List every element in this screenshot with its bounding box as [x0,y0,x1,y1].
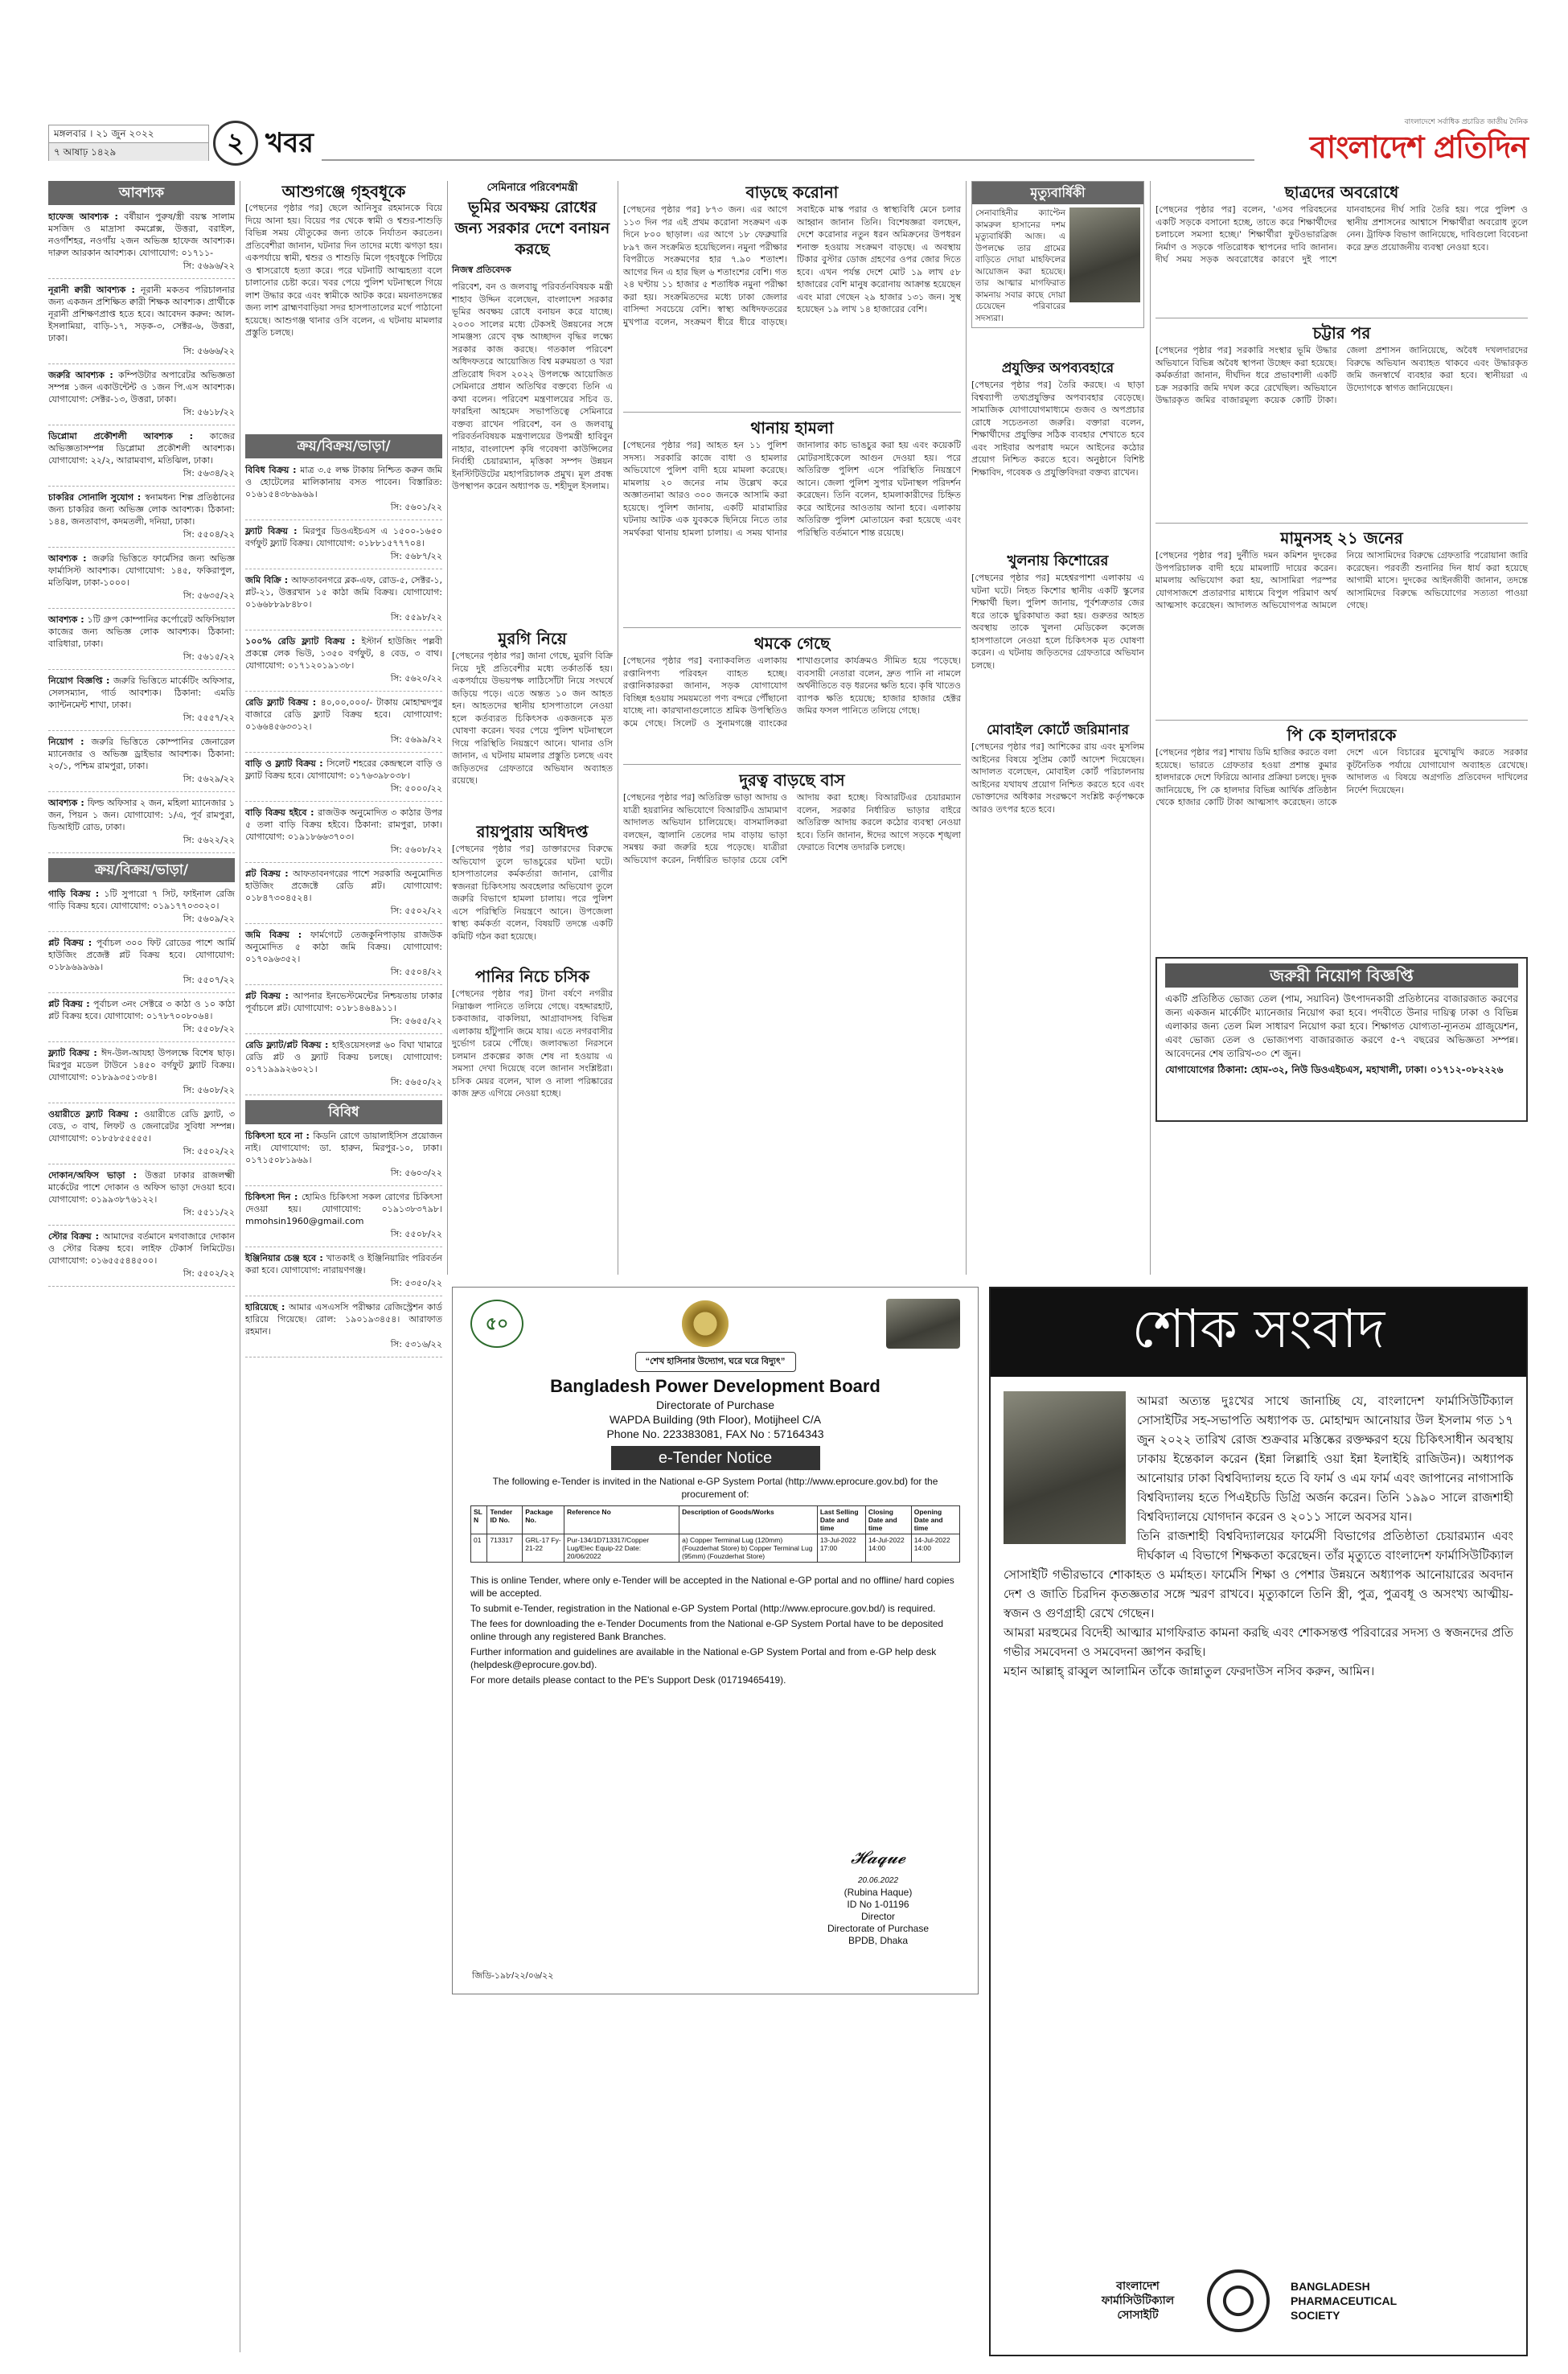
signer-id: ID No 1-01196 [847,1899,909,1910]
tender-cell: a) Copper Terminal Lug (120mm) (Fouzderhat Store) b) Copper Terminal Lug (95mm) (Fouzderhat Store) [679,1534,818,1563]
tender-address: WAPDA Building (9th Floor), Motijheel C/A [609,1413,822,1426]
ad-ref: সি: ৫৬৯৯/২২ [390,734,442,745]
ad-body: ঈদ-উল-আযহা উপলক্ষে বিশেষ ছাড়। মিরপুর মডেল টাউনে ১৪৫০ বর্গফুট ফ্ল্যাট বিক্রয়। যোগাযোগ: ০১৮৯৯৩৫১৩৮৪। [48,1048,235,1082]
ad-body: আপনার ইনভেস্টমেন্টের নিশ্চয়তায় ঢাকার পূর্বাচলে প্লট। যোগাযোগ: ০১৮১৪৬৪৯১১। [245,991,443,1013]
ad-title: আবশ্যক : [48,553,92,564]
ad-title: চিকিৎসা হবে না : [245,1131,314,1141]
sale-left-header: ক্রয়/বিক্রয়/ভাড়া/ [48,858,235,882]
ad-ref: সি: ৫৫০২/২২ [183,1268,235,1279]
students-story [1155,181,1528,266]
ad-body: কাজের অভিজ্ঞতাসম্পন্ন ডিপ্লোমা প্রকৌশলী আবশ্যক। যোগাযোগ: ২২/২, আরামবাগ, মতিঝিল, ঢাকা। [48,431,235,466]
ad-title: রেডি ফ্ল্যাট/প্লট বিক্রয় : [245,1040,332,1050]
masthead-rule [322,159,1254,161]
classifieds-list [48,205,235,853]
signer-name: (Rubina Haque) [844,1887,913,1898]
pk-story [1155,724,1528,809]
date-line: মঙ্গলবার । ২১ জুন ২০২২ [49,125,208,143]
tender-column-header: SL N [471,1506,487,1534]
tender-column-header: Description of Goods/Works [679,1506,818,1534]
ad-title: দোকান/অফিস ভাড়া : [48,1170,146,1181]
tender-note: This is online Tender, where only e-Tender will be accepted in the National e-GP portal and no offline/ hard copies will be accepted. [470,1575,954,1599]
land-kicker: সেমিনারে পরিবেশমন্ত্রী [486,182,578,194]
ad-body: সিলেট শহরের কেন্দ্রস্থলে বাড়ি ও ফ্ল্যাট বিক্রয় হবে। যোগাযোগ: ০১৭৬৩৯৮০৩৮। [245,758,442,781]
chattar-body: [পেছনের পৃষ্ঠার পর] সরকারি সংস্থার ভূমি উদ্ধার অভিযানে বিভিন্ন অবৈধ স্থাপনা উচ্ছেদ করা হয়েছে। কর্মকর্তারা জানান, দীর্ঘদিন ধরে প্রভাবশালী একটি চক্র সরকারি জমি দখল করে রেখেছিল। অভিযানে উদ্ধারকৃত জমির বাজারমূল্য কয়েক কোটি টাকা। জেলা প্রশাসন জানিয়েছে, অবৈধ দখলদারদের বিরুদ্ধে অভিযান অব্যাহত থাকবে এবং উদ্ধারকৃত জমি জনস্বার্থে ব্যবহার করা হবে। স্থানীয়রা এ উদ্যোগকে স্বাগত জানিয়েছেন। [1155,345,1528,405]
ad-title: রেডি ফ্ল্যাট বিক্রয় : [245,697,321,708]
ad-ref: সি: ৫০০০/২২ [390,783,442,794]
flood-body: [পেছনের পৃষ্ঠার পর] বন্যাকবলিত এলাকায় রপ্তানিপণ্য পরিবহন ব্যাহত হচ্ছে। রপ্তানিকারকরা জানান, সড়ক যোগাযোগ বিচ্ছিন্ন হওয়ায় সময়মতো পণ্য বন্দরে পৌঁছানো যাচ্ছে না। কারখানাগুলোতে শ্রমিক উপস্থিতিও কমে গেছে। সিলেট ও সুনামগঞ্জে ব্যাংকের শাখাগুলোর কার্যক্রমও সীমিত হয়ে পড়েছে। ব্যবসায়ী নেতারা বলেন, দ্রুত পানি না নামলে অর্থনীতিতে বড় ধরনের ক্ষতি হবে। কৃষি খাতেও ব্যাপক ক্ষতি হয়েছে; হাজার হাজার হেক্টর জমির ফসল পানিতে তলিয়ে গেছে। [623,655,961,729]
ad-title: প্লট বিক্রয় : [245,869,293,879]
ad-ref: সি: ৫৫৫৭/২২ [183,713,235,723]
ad-body: উত্তরা ঢাকার রাজলক্ষ্মী মার্কেটের পাশে দোকান ও অফিস ভাড়া দেওয়া হবে। যোগাযোগ: ০১৯৯৩৮৭৬১২২। [48,1170,235,1205]
sale-mid-header: ক্রয়/বিক্রয়/ভাড়া/ [245,434,442,458]
job-advert-contact: যোগাযোগের ঠিকানা: হোম-৩২, নিউ ডিওএইচএস, মহাখালী, ঢাকা। ০১৭১২-০৮২২২৬ [1165,1064,1504,1075]
ad-title: বাড়ি বিক্রয় হইবে : [245,807,318,818]
condolence-title-bar [991,1288,1526,1377]
classified-ad [48,1167,235,1226]
tender-slogan: “শেখ হাসিনার উদ্যোগ, ঘরে ঘরে বিদ্যুৎ” [635,1352,796,1372]
classified-ad [245,926,442,985]
flood-story [623,632,961,729]
raipura-headline: রায়পুরায় অধিদপ্ত [476,822,589,841]
tender-directorate: Directorate of Purchase [655,1399,775,1411]
tender-cell: 14-Jul-2022 14:00 [865,1534,911,1563]
society-name-bn: বাংলাদেশ ফার্মাসিউটিক্যাল সোসাইটি [1101,2280,1175,2322]
officer-photo [1069,207,1140,302]
ad-ref: সি: ৫৬৬৬/২২ [183,346,235,356]
tender-org: Bangladesh Power Development Board [550,1376,880,1396]
tender-table [470,1505,960,1563]
corona-body: [পেছনের পৃষ্ঠার পর] ৮৭৩ জন। এর আগে ১১৩ দিন পর এই প্রথম করোনা সংক্রমণ এক দিনে ৮০০ ছাড়াল। এর আগে ১৮ ফেব্রুয়ারি ৮৯৭ জন সংক্রমিত হয়েছিলেন। নমুনা পরীক্ষার বিপরীতে সংক্রমণের হার ৭.৯০ শতাংশ। আগের দিন এ হার ছিল ৬ শতাংশের বেশি। গত ২৪ ঘণ্টায় ১১ হাজার ৫ শতাধিক নমুনা পরীক্ষা করা হয়। সংক্রমিতদের মধ্যে ঢাকা জেলার বাসিন্দা সবচেয়ে বেশি। স্বাস্থ্য অধিদফতরের মুখপাত্র বলেন, সংক্রমণ ধীরে ধীরে বাড়ছে। সবাইকে মাস্ক পরার ও স্বাস্থ্যবিধি মেনে চলার আহ্বান জানান তিনি। বিশেষজ্ঞরা বলছেন, দেশে করোনার নতুন ধরন অমিক্রনের উপধরন শনাক্ত হওয়ায় সংক্রমণ বাড়ছে। এ অবস্থায় টিকার বুস্টার ডোজ গ্রহণের ওপর জোর দিতে হবে। এখন পর্যন্ত দেশে মোট ১৯ লাখ ৫৮ হাজারের বেশি মানুষ করোনায় আক্রান্ত হয়েছেন এবং মারা গেছেন ২৯ হাজার ১৩১ জন। সুস্থ হয়েছেন ১৯ লাখ ১৪ হাজারের বেশি। [623,204,961,327]
classifieds-column [48,181,235,1289]
ad-title: বিবিধ বিক্রয় : [245,465,301,475]
classified-ad [245,755,442,802]
obituary-box [971,181,1144,328]
ad-body: নূরানী মকতব পরিচালনার জন্য একজন প্রশিক্ষিত ক্বারী শিক্ষক আবশ্যক। প্রার্থীকে নূরানী প্রশিক্ষণপ্রাপ্ত হতে হবে। আবেদন করুন: আল-ইসলামিয়া, বাড়ি-১৭, সড়ক-৩, সেক্টর-৬, উত্তরা, ঢাকা। [48,285,235,343]
ad-ref: সি: ৫৬৫০/২২ [390,1077,442,1087]
mobile-court-body: [পেছনের পৃষ্ঠার পর] আশিকের রায় এবং মুসলিম আইনের বিষয়ে সুপ্রিম কোর্ট আদেশ দিয়েছেন। আদালত বলেছেন, মোবাইল কোর্ট পরিচালনায় আইনের যথাযথ প্রয়োগ নিশ্চিত করতে হবে এবং ভোক্তাদের অধিকার সংরক্ষণে সংশ্লিষ্ট কর্তৃপক্ষকে আরও তৎপর হতে হবে। [971,741,1144,815]
tender-intro: The following e-Tender is invited in the National e-GP System Portal (http://www.eprocure.gov.bd) for the procurement of: [492,1476,938,1500]
classified-ad [48,367,235,425]
classified-ad [48,281,235,364]
mamun-story [1155,527,1528,612]
ad-ref: সি: ৫৩১৬/২২ [390,1339,442,1349]
crime-body: [পেছনের পৃষ্ঠার পর] ছেলে আনিসুর রহমানকে বিয়ে দিয়ে আনা হয়। বিয়ের পর থেকে স্বামী ও শ্বশুর-শাশুড়ি বিভিন্ন সময় যৌতুকের জন্য তাকে নির্যাতন করতেন। প্রতিবেশীরা জানান, ঘটনার দিন তাদের মধ্যে ঝগড়া হয়। একপর্যায়ে স্বামী, শ্বশুর ও শাশুড়ি মিলে গৃহবধূকে পিটিয়ে ও শ্বাসরোধে হত্যা করে। পরে ঘটনাটি আত্মহত্যা বলে চালানোর চেষ্টা করে। খবর পেয়ে পুলিশ ঘটনাস্থলে গিয়ে লাশ উদ্ধার করে এবং স্বামীকে আটক করে। ময়নাতদন্তের জন্য লাশ ব্রাহ্মণবাড়িয়া সদর হাসপাতালের মর্গে পাঠানো হয়েছে। আশুগঞ্জ থানার ওসি বলেন, এ ঘটনায় মামলার প্রস্তুতি চলছে। [245,203,442,338]
cow-story [452,627,613,787]
ad-title: জমি বিক্রয় : [245,930,311,940]
ad-ref: সি: ৫৬১৮/২২ [183,407,235,417]
water-story [452,965,613,1100]
classified-ad [245,1037,442,1095]
ad-title: ফ্ল্যাট বিক্রয় : [48,1048,102,1058]
chattar-story [1155,322,1528,407]
ad-title: বাড়ি ও ফ্ল্যাট বিক্রয় : [245,758,327,769]
paper-tagline: বাংলাদেশে সর্বাধিক প্রচারিত জাতীয় দৈনিক [1404,118,1528,126]
ad-ref: সি: ৫৫০৪/২২ [183,529,235,540]
tender-note: To submit e-Tender, registration in the National e-GP System Portal (http://www.eprocure.gov.bd/) is required. [470,1603,936,1614]
classified-ad [48,611,235,670]
mamun-body: [পেছনের পৃষ্ঠার পর] দুর্নীতি দমন কমিশন দুদকের উপপরিচালক বাদী হয়ে মামলাটি দায়ের করেন। মামলায় অভিযোগ করা হয়, আসামিরা পরস্পর যোগসাজশে প্রতারণার মাধ্যমে বিপুল পরিমাণ অর্থ আত্মসাৎ করেছেন। আদালত অভিযোগপত্র আমলে নিয়ে আসামিদের বিরুদ্ধে গ্রেফতারি পরোয়ানা জারি করেছেন। পরবর্তী শুনানির দিন ধার্য করা হয়েছে আগামী মাসে। দুদকের আইনজীবী জানান, তদন্তে আসামিদের বিরুদ্ধে অভিযোগের সত্যতা পাওয়া গেছে। [1155,550,1528,610]
raipura-story [452,820,613,943]
students-body: [পেছনের পৃষ্ঠার পর] বলেন, 'এসব পরিবহনের একটি সড়কে বসানো হচ্ছে, তাতে করে শিক্ষার্থীদের চলাচলে সমস্যা হচ্ছে।' শিক্ষার্থীরা ফুটওভারব্রিজ নির্মাণ ও সড়কে গতিরোধক স্থাপনের দাবি জানান। দীর্ঘ সময় সড়ক অবরোধের কারণে দুই পাশে যানবাহনের দীর্ঘ সারি তৈরি হয়। পরে পুলিশ ও স্থানীয় প্রশাসনের আশ্বাসে শিক্ষার্থীরা অবরোধ তুলে নেন। ট্রাফিক বিভাগ জানিয়েছে, দাবিগুলো বিবেচনা করে দ্রুত প্রয়োজনীয় ব্যবস্থা নেওয়া হবে। [1155,204,1528,265]
ad-title: ফ্ল্যাট বিক্রয় : [245,526,303,536]
misc-list [245,1124,442,1357]
tender-code: জিডি-১৯৮/২২/০৬/২২ [472,1971,554,1981]
corona-story [623,181,961,328]
tender-column-header: Package No. [523,1506,564,1534]
ad-ref: সি: ৫৬২৯/২২ [183,774,235,784]
tender-notes [470,1574,960,1686]
corona-headline: বাড়ছে করোনা [745,183,839,202]
ad-ref: সি: ৫৫০২/২২ [183,1146,235,1156]
ad-body: মিরপুর ডিওএইচএস এ ১৫০০-১৬৫০ বর্গফুট ফ্ল্যাট বিক্রয়। যোগাযোগ: ০১৮৮১৫৭৭৭০৪। [245,526,442,548]
ad-ref: সি: ৫৬০৩/২২ [390,1168,442,1178]
anniversary-logo: ৫০ [470,1300,523,1348]
ad-body: খাতকাই ও ইঞ্জিনিয়ারিং পরিবর্তন করা হবে। যোগাযোগ: নারায়ণগঞ্জ। [245,1253,442,1275]
classified-ad [245,694,442,753]
job-advert [1155,957,1528,1122]
classified-ad [48,428,235,487]
crime-story [245,181,442,339]
ad-body: হাইওয়েসংলগ্ন ৬০ বিঘা খামারে রেডি প্লট ও ফ্ল্যাট বিক্রয় চলছে। যোগাযোগ: ০১৭১৯৯৯২৬০২১। [245,1040,442,1074]
paper-logo: বাংলাদেশ প্রতিদিন [1309,129,1528,165]
classified-ad [48,733,235,792]
tender-cell: 14-Jul-2022 14:00 [911,1534,959,1563]
classified-ad [48,208,235,279]
signature-date: 20.06.2022 [857,1876,899,1885]
ad-body: স্বনামধন্য শিল্প প্রতিষ্ঠানের জন্য চাকরির জন্য অভিজ্ঞ লোক আবশ্যক। ঠিকানা: ১৪৪, জনতাবাগ, কদমতলী, দনিয়া, ঢাকা। [48,492,235,527]
ad-title: জমি বিক্রি : [245,575,292,585]
tender-column-header: Closing Date and time [865,1506,911,1534]
ad-ref: সি: ৫৬৫৫/২২ [390,1016,442,1026]
ad-title: নিয়োগ বিজ্ঞপ্তি : [48,676,113,686]
ad-body: ইস্টার্ন হাউজিং পল্লবী প্রকল্পে লেক ভিউ, ১৩৫০ বর্গফুট, ৪ বেড, ৩ বাথ। যোগাযোগ: ০১৭১২০১৯১৩৮। [245,636,442,671]
khulna-body: [পেছনের পৃষ্ঠার পর] মহেশ্বরপাশা এলাকায় এ ঘটনা ঘটে। নিহত কিশোর স্থানীয় একটি স্কুলের শিক্ষার্থী ছিল। পুলিশ জানায়, পূর্বশত্রুতার জের ধরে তাকে ছুরিকাঘাত করা হয়। গুরুতর আহত অবস্থায় তাকে খুলনা মেডিকেল কলেজ হাসপাতালে নেওয়া হলে চিকিৎসক মৃত ঘোষণা করেন। এ ঘটনায় জড়িতদের গ্রেফতারে অভিযান চলছে। [971,573,1144,671]
classifieds-header: আবশ্যক [48,181,235,205]
mamun-headline: মামুনসহ ২১ জনের [1280,528,1403,548]
ad-body: জরুরি ভিত্তিতে মার্কেটিং অফিসার, সেলসম্যান, গার্ড আবশ্যক। ঠিকানা: এমডি ক্যান্টনমেন্ট শাখা, ঢাকা। [48,676,235,710]
classified-ad [245,572,442,630]
job-advert-body: একটি প্রতিষ্ঠিত ভোজ্য তেল (পাম, সয়াবিন) উৎপাদনকারী প্রতিষ্ঠানের বাজারজাত করণের জন্য একজন মার্কেটিং ম্যানেজার নিয়োগ করা হবে। পদবীতে উনার দায়িত্ব ঢাকা ও বিভিন্ন এলাকার জন্য তেল মিল সাধারণ নিয়োগ করা হবে। শিক্ষাগত যোগ্যতা-ন্যূনতম গ্রাজুয়েশন, এবং ভোজ্য তেল ও ভোজ্যপণ্য বাজারজাত করণে ৫-৭ বছরের অভিজ্ঞতা সম্পন্ন। আবেদনের শেষ তারিখ-৩০ শে জুন। [1165,993,1518,1059]
ad-body: ফিল্ড অফিসার ২ জন, মহিলা ম্যানেজার ১ জন, পিয়ন ১ জন। যোগাযোগ: ১/এ, পূর্ব রামপুরা, ডিআইটি রোড, ঢাকা। [48,798,236,832]
ad-title: চিকিৎসা দিন : [245,1192,302,1202]
tech-story [971,358,1144,478]
ad-body: পূর্বাচল ৩নং সেক্টরে ৩ কাঠা ও ১০ কাঠা প্লট বিক্রয় হবে। যোগাযোগ: ০১৭৮৭০০৮০৬৪। [48,999,235,1021]
flood-headline: থমকে গেছে [753,634,831,653]
ad-ref: সি: ৫৫৯৮/২২ [390,612,442,622]
tender-column-header: Reference No [564,1506,679,1534]
ad-title: আবশ্যক : [48,798,88,808]
classified-ad [245,804,442,863]
classified-ad [48,1228,235,1287]
ad-ref: সি: ৫৬১৫/২২ [183,651,235,662]
classified-ad [48,550,235,609]
ad-title: চাকরির সোনালি সুযোগ : [48,492,146,503]
job-advert-title: জরুরী নিয়োগ বিজ্ঞপ্তি [1165,963,1518,988]
ad-title: জরুরি আবশ্যক : [48,370,119,380]
page-number-badge: ২ [213,121,258,166]
society-logo [1207,2269,1270,2332]
land-byline: নিজস্ব প্রতিবেদক [452,265,511,275]
pk-headline: পি কে হালদারকে [1287,725,1397,745]
classified-ad [48,795,235,853]
ad-ref: সি: ৫৬৮৭/২২ [390,551,442,561]
tender-cell: Pur-134/1D713317/Copper Lug/Elec Equip-22 Date: 20/06/2022 [564,1534,679,1563]
classified-ad [48,885,235,932]
sale-left-list [48,882,235,1287]
raipura-body: [পেছনের পৃষ্ঠার পর] ডাক্তারদের বিরুদ্ধে অভিযোগ তুলে ভাঙচুরের ঘটনা ঘটে। হাসপাতালের কর্মকর্তারা জানান, রোগীর স্বজনরা চিকিৎসায় অবহেলার অভিযোগ তুলে জরুরি বিভাগে হামলা চালায়। পরে পুলিশ এসে পরিস্থিতি নিয়ন্ত্রণে আনে। উপজেলা স্বাস্থ্য কর্মকর্তা বলেন, বিষয়টি তদন্তে একটি কমিটি গঠন করা হয়েছে। [452,844,613,942]
deceased-photo [1004,1391,1126,1544]
classified-ad [48,672,235,731]
signer-title: Director [860,1911,895,1922]
classified-ad [245,1189,442,1247]
ad-title: ওয়ারীতে ফ্ল্যাট বিক্রয় : [48,1109,144,1119]
ad-ref: সি: ৫৬৯৬/২২ [183,261,235,271]
bpdb-emblem [682,1300,729,1347]
ad-ref: সি: ৫৩৫০/২২ [390,1278,442,1288]
misc-header: বিবিধ [245,1100,442,1124]
ad-title: গাড়ি বিক্রয় : [48,889,105,899]
cow-body: [পেছনের পৃষ্ঠার পর] জানা গেছে, মুরগি বিক্রি নিয়ে দুই প্রতিবেশীর মধ্যে তর্কাতর্কি হয়। একপর্যায়ে উভয়পক্ষ লাঠিসোঁটা নিয়ে সংঘর্ষে জড়িয়ে পড়ে। এতে অন্তত ১০ জন আহত হন। আহতদের স্থানীয় হাসপাতালে নেওয়া হলে কর্তব্যরত চিকিৎসক একজনকে মৃত ঘোষণা করেন। খবর পেয়ে পুলিশ ঘটনাস্থলে গিয়ে পরিস্থিতি নিয়ন্ত্রণে আনে। থানার ওসি জানান, এ ঘটনায় মামলার প্রস্তুতি চলছে এবং জড়িতদের গ্রেফতারে অভিযান অব্যাহত রয়েছে। [452,651,613,786]
ad-title: প্লট বিক্রয় : [48,938,96,948]
signature: 𝓗𝓪𝓺𝓾𝓮 [851,1848,905,1868]
ad-body: ওয়ারীতে রেডি ফ্ল্যাট, ৩ বেড, ৩ বাথ, লিফট ও জেনারেটর সুবিধা সম্পন্ন। যোগাযোগ: ০১৮৫৮৫৫৫৫৫। [48,1109,235,1144]
ad-body: কিডনি রোগে ডায়ালাইসিস প্রয়োজন নাই। যোগাযোগ: ডা. হারুন, মিরপুর-১০, ঢাকা। ০১৭১৫০৮১৯৬৯। [245,1131,442,1165]
mobile-court-story [971,720,1144,815]
ad-ref: সি: ৫৬৩৪/২২ [183,468,235,478]
bus-body: [পেছনের পৃষ্ঠার পর] অতিরিক্ত ভাড়া আদায় ও যাত্রী হয়রানির অভিযোগে বিআরটিএ ভ্রাম্যমাণ আদালত অভিযান চালিয়েছে। বাসমালিকরা বলছেন, জ্বালানি তেলের দাম বাড়ায় ভাড়া সমন্বয় করা জরুরি হয়ে পড়েছে। যাত্রীরা অভিযোগ করেন, নির্ধারিত ভাড়ার চেয়ে বেশি আদায় করা হচ্ছে। বিআরটিএর চেয়ারম্যান বলেন, সরকার নির্ধারিত ভাড়ার বাইরে অতিরিক্ত আদায় করলে কঠোর ব্যবস্থা নেওয়া হবে। তিনি জানান, ঈদের আগে সড়কে শৃঙ্খলা ফেরাতে বিশেষ তদারকি চলছে। [623,792,961,865]
tender-note: Further information and guidelines are available in the National e-GP System Portal and from e-GP help desk (helpdesk@eprocure.gov.bd). [470,1646,937,1670]
ad-ref: সি: ৫৫১১/২২ [183,1207,235,1218]
students-headline: ছাত্রদের অবরোধে [1284,183,1399,202]
obituary-header: মৃত্যুবার্ষিকী [972,182,1143,204]
bus-story [623,769,961,866]
ad-ref: সি: ৫৬২০/২২ [390,673,442,684]
ad-title: ডিপ্লোমা প্রকৌশলী আবশ্যক : [48,431,210,442]
ad-body: আফতাবনগরের পাশে সরকারি অনুমোদিত হাউজিং প্রজেক্টে রেডি প্লট। যোগাযোগ: ০১৮৪৭৩০৪৫২৪। [245,869,443,903]
ad-ref: সি: ৫৫০৭/২২ [183,975,235,985]
date-bar [48,125,209,161]
section-title: খবর [265,127,314,159]
ad-title: প্লট বিক্রয় : [245,991,293,1001]
masthead [48,118,1528,169]
tender-cell: 13-Jul-2022 17:00 [817,1534,865,1563]
tender-column-header: Opening Date and time [911,1506,959,1534]
thana-body: [পেছনের পৃষ্ঠার পর] আহত হন ১১ পুলিশ সদস্য। সরকারি কাজে বাধা ও হামলার অভিযোগে পুলিশ বাদী হয়ে মামলা করেছে। মামলায় ২০ জনের নাম উল্লেখ করে অজ্ঞাতনামা আরও ৩০০ জনকে আসামি করা হয়েছে। পুলিশ জানায়, একটি মারামারির ঘটনায় আটক এক যুবককে ছিনিয়ে নিতে তার সমর্থকরা থানায় হামলা চালায়। এ সময় থানার জানালার কাচ ভাঙচুর করা হয় এবং কয়েকটি মোটরসাইকেলে আগুন দেওয়া হয়। পরে অতিরিক্ত পুলিশ এসে পরিস্থিতি নিয়ন্ত্রণে আনে। জেলা পুলিশ সুপার ঘটনাস্থল পরিদর্শন করেছেন। তিনি বলেন, হামলাকারীদের চিহ্নিত করে আইনের আওতায় আনা হবে। এলাকায় অতিরিক্ত পুলিশ মোতায়েন করা হয়েছে এবং পরিস্থিতি বর্তমানে শান্ত রয়েছে। [623,440,961,538]
ad-body: মাত্র ৩.৫ লক্ষ টাকায় নিশ্চিত করুন জমি ও হোটেলের মালিকানায় বসত পাবেন। বিস্তারিত: ০১৬১৫৪৩৮৬৯৬৯। [245,465,442,499]
tender-notice-title: e-Tender Notice [611,1446,820,1470]
ad-ref: সি: ৫৬০৯/২২ [183,914,235,924]
land-body: পরিবেশ, বন ও জলবায়ু পরিবর্তনবিষয়ক মন্ত্রী শাহাব উদ্দিন বলেছেন, বাংলাদেশ সরকার ভূমির অবক্ষয় রোধে বনায়ন করে যাচ্ছে। ২০৩০ সালের মধ্যে টেকসই উন্নয়নের সঙ্গে সামঞ্জস্য রেখে বৃক্ষ আচ্ছাদন বৃদ্ধির লক্ষ্যে সরকার কাজ করছে। গতকাল পরিবেশ অধিদফতরে আয়োজিত বিশ্ব মরুময়তা ও খরা প্রতিরোধ দিবস ২০২২ উপলক্ষে আয়োজিত সেমিনারে প্রধান অতিথির বক্তব্যে তিনি এ কথা বলেন। পরিবেশ মন্ত্রণালয়ের সচিব ড. ফারহিনা আহমেদ সভাপতিত্বে সেমিনারে বক্তব্য রাখেন পরিবেশ, বন ও জলবায়ু পরিবর্তনবিষয়ক মন্ত্রণালয়ের উপমন্ত্রী হাবিবুন নাহার, বাংলাদেশ কৃষি গবেষণা কাউন্সিলের নির্বাহী চেয়ারম্যান, মৃত্তিকা সম্পদ উন্নয়ন ইনস্টিটিউটের মহাপরিচালক প্রমুখ। মূল প্রবন্ধ উপস্থাপন করেন অধ্যাপক ড. শহীদুল ইসলাম। [452,281,613,491]
tender-row [471,1534,960,1563]
classified-ad [48,489,235,548]
cow-headline: মুরগি নিয়ে [498,629,567,648]
ad-body: পূর্বাচল ৩০০ ফিট রোডের পাশে আর্মি হাউজিং প্রজেক্ট প্লট বিক্রয় হবে। যোগাযোগ: ০১৮৯৬৯৯৬৯। [48,938,235,972]
condolence-title: শোক সংবাদ [1131,1298,1385,1360]
tender-note: The fees for downloading the e-Tender Documents from the National e-GP System Portal have to be deposited online through any registered Bank Branches. [470,1618,944,1642]
ad-title: ১০০% রেডি ফ্ল্যাট বিক্রয় : [245,636,362,647]
ad-ref: সি: ৫৬০১/২২ [390,502,442,512]
classified-ad [245,1299,442,1357]
ad-ref: সি: ৫৬২২/২২ [183,835,235,845]
khulna-story [971,551,1144,672]
thana-story [623,417,961,539]
ad-body: ১টি গ্রুপ কোম্পানির কর্পোরেট অফিসিয়াল কাজের জন্য অভিজ্ঞ লোক আবশ্যক। ঠিকানা: বারিধারা, ঢাকা। [48,614,235,649]
ad-body: ৪০,০০,০০০/- টাকায় মোহাম্মদপুর বাজারে রেডি ফ্ল্যাট বিক্রয় হবে। যোগাযোগ: ০১৬৬৪৫৬৩৩১২। [245,697,442,732]
tender-phone: Phone No. 223383081, FAX No : 57164343 [606,1427,824,1440]
ad-ref: সি: ৫৫০৮/২২ [183,1024,235,1034]
tender-cell: GRL-17 Fy-21-22 [523,1534,564,1563]
ad-title: ইঞ্জিনিয়ার চেঞ্জ হবে : [245,1253,326,1263]
classified-ad [245,633,442,692]
thana-headline: থানায় হামলা [750,418,834,437]
water-headline: পানির নিচে চসিক [474,967,590,986]
ad-body: কম্পিউটার অপারেটর অভিজ্ঞতা সম্পন্ন ১জন একাউন্টেন্ট ও ১জন পি.এস আবশ্যক। যোগাযোগ: সেক্টর-১৩, উত্তরা, ঢাকা। [48,370,235,405]
ad-body: ফার্মগেটে তেজকুনিপাড়ায় রাজউক অনুমোদিত ৫ কাঠা জমি বিক্রয়। যোগাযোগ: ০১৭০৯৬৩৫২। [245,930,442,964]
condolence-body: আমরা অত্যন্ত দুঃখের সাথে জানাচ্ছি যে, বাংলাদেশ ফার্মাসিউটিক্যাল সোসাইটির সহ-সভাপতি অধ্যাপক ড. মোহাম্মদ আনোয়ার উল ইসলাম গত ১৭ জুন ২০২২ তারিখ রোজ শুক্রবার মস্তিষ্কের রক্তক্ষরণ হয়ে চিকিৎসাধীন অবস্থায় ঢাকায় ইন্তেকাল করেন (ইন্না লিল্লাহি ওয়া ইন্না ইলাইহি রাজিউন)। অধ্যাপক আনোয়ার ঢাকা বিশ্ববিদ্যালয় হতে বি ফার্ম ও এম ফার্ম এবং জাপানের নাগাসাকি বিশ্ববিদ্যালয় হতে পিএইচডি ডিগ্রি অর্জন করেন। তিনি ১৯৯০ সালে রাজশাহী বিশ্ববিদ্যালয়ে যোগদান করেন ও ২০১১ সালে অবসর যান। তিনি রাজশাহী বিশ্ববিদ্যালয়ের ফার্মেসী বিভাগের প্রতিষ্ঠাতা চেয়ারম্যান এবং দীর্ঘকাল এ বিভাগে শিক্ষকতা করেছেন। তাঁর মৃত্যুতে বাংলাদেশ ফার্মাসিউটিক্যাল সোসাইটি গভীরভাবে শোকাহত ও মর্মাহত। ফার্মেসি শিক্ষা ও পেশার উন্নয়নে অধ্যাপক আনোয়ারের অবদান দেশ ও জাতি চিরদিন কৃতজ্ঞতার সঙ্গে স্মরণ রাখবে। মৃত্যুকালে তিনি স্ত্রী, পুত্র, পুত্রবধূ ও অসংখ্য আত্মীয়-স্বজন ও গুণগ্রাহী রেখে গেছেন। আমরা মরহুমের বিদেহী আত্মার মাগফিরাত কামনা করছি এবং শোকসন্তপ্ত পরিবারের সদস্য ও স্বজনদের প্রতি গভীর সমবেদনা ও সমবেদনা জ্ঞাপন করছি। মহান আল্লাহ্ রাব্বুল আলামিন তাঁকে জান্নাতুল ফেরদাউস নসিব করুন, আমিন। [1004,1394,1513,1678]
signer-org: BPDB, Dhaka [848,1935,909,1946]
bus-headline: দুরত্ব বাড়ছে বাস [739,770,845,790]
khulna-headline: খুলনায় কিশোরের [1007,552,1109,569]
obituary-body: সেনাবাহিনীর ক্যাপ্টেন কামরুল হাসানের দশম মৃত্যুবার্ষিকী আজ। এ উপলক্ষে তার গ্রামের বাড়িতে দোয়া মাহফিলের আয়োজন করা হয়েছে। তার আত্মার মাগফিরাত কামনায় সবার কাছে দোয়া চেয়েছেন পরিবারের সদস্যরা। [975,208,1065,323]
ad-title: স্টোর বিক্রয় : [48,1231,103,1242]
land-story [452,181,613,493]
mobile-court-headline: মোবাইল কোর্টে জরিমানার [986,722,1130,738]
ad-title: নিয়োগ : [48,737,92,747]
tech-headline: প্রযুক্তির অপব্যবহারে [1001,360,1114,376]
ad-body: আমার এসএসসি পরীক্ষার রেজিস্ট্রেশন কার্ড হারিয়ে গিয়েছে। রোল: ১৯০১৯৩৪৫৪। আরাফাত রহমান। [245,1302,443,1337]
ad-ref: সি: ৫৬০৮/২২ [390,844,442,855]
ad-title: নূরানী ক্বারী আবশ্যক : [48,285,141,295]
classified-ad [245,865,442,924]
ad-body: বর্ষীয়ান পুরুষ/স্ত্রী বয়স্ক সালাম মসজিদ ও মাদ্রাসা কমপ্লেক্স, উত্তরা, বরাইল, নওগাঁশহর, নওগাঁয় ২জন অভিজ্ঞ হাফেজ আবশ্যক। দারুল আরকান আবশ্যক। যোগাযোগ: ০১৭১১- [48,212,235,258]
pk-body: [পেছনের পৃষ্ঠার পর] শাখায় ডিমি হাজির করতে বলা হয়েছে। ভারতে গ্রেফতার হওয়া প্রশান্ত কুমার হালদারকে দেশে ফিরিয়ে আনার প্রক্রিয়া চলছে। দুদক জানিয়েছে, পি কে হালদার বিভিন্ন আর্থিক প্রতিষ্ঠান থেকে হাজার কোটি টাকা আত্মসাৎ করেছেন। তাকে দেশে এনে বিচারের মুখোমুখি করতে সরকার কূটনৈতিক পর্যায়ে যোগাযোগ অব্যাহত রেখেছে। আদালত এ বিষয়ে অগ্রগতি প্রতিবেদন দাখিলের নির্দেশ দিয়েছেন। [1155,747,1528,807]
classified-ad [48,1106,235,1164]
ad-body: জরুরি ভিত্তিতে ফার্মেসির জন্য অভিজ্ঞ ফার্মাসিস্ট আবশ্যক। যোগাযোগ: ১৪৫, ফকিরাপুল, মতিঝিল, ঢাকা-১০০০। [48,553,236,588]
land-headline: ভূমির অবক্ষয় রোধের জন্য সরকার দেশে বনায়ন করছে [454,199,610,258]
tech-body: [পেছনের পৃষ্ঠার পর] তৈরি করছে। এ ছাড়া বিশ্বব্যাপী তথ্যপ্রযুক্তির অপব্যবহার বেড়েছে। সামাজিক যোগাযোগমাধ্যমে গুজব ও অপপ্রচার রোধে সচেতনতা জরুরি। বক্তারা বলেন, শিক্ষার্থীদের প্রযুক্তির সঠিক ব্যবহার শেখাতে হবে এবং সাইবার অপরাধ দমনে আইনের কঠোর প্রয়োগ নিশ্চিত করতে হবে। অনুষ্ঠানে বিশিষ্ট শিক্ষাবিদ, গবেষক ও প্রযুক্তিবিদরা বক্তব্য রাখেন। [971,380,1144,478]
tender-cell: 713317 [487,1534,523,1563]
ad-ref: সি: ৫৫০৮/২২ [390,1229,442,1239]
classified-ad [48,996,235,1042]
signer-dept: Directorate of Purchase [827,1923,930,1934]
ad-title: আবশ্যক : [48,614,88,625]
classified-ad [48,934,235,993]
ad-body: হোমিও চিকিৎসা সকল রোগের চিকিৎসা দেওয়া হয়। যোগাযোগ: ০১৯১৩৮৩৭৯৮। mmohsin1960@gmail.com [245,1192,442,1226]
water-body: [পেছনের পৃষ্ঠার পর] টানা বর্ষণে নগরীর নিম্নাঞ্চল পানিতে তলিয়ে গেছে। বহদ্দারহাট, চকবাজার, বাকলিয়া, আগ্রাবাদসহ বিভিন্ন এলাকায় হাঁটুপানি জমে যায়। এতে নগরবাসীর দুর্ভোগ চরমে পৌঁছে। জলাবদ্ধতা নিরসনে চলমান প্রকল্পের কাজ শেষ না হওয়ায় এ সমস্যা দেখা দিয়েছে বলে জানান সংশ্লিষ্টরা। চসিক মেয়র বলেন, খাল ও নালা পরিষ্কারের কাজ দ্রুত এগিয়ে নেওয়া হচ্ছে। [452,988,613,1099]
ad-ref: সি: ৫৫০২/২২ [390,906,442,916]
ad-body: ১টি সুপারো ৭ সিট, ফাইনাল রেজি গাড়ি বিক্রয় হবে। যোগাযোগ: ০১৯১৭৭০৩০২০। [48,889,235,911]
ad-body: রাজউক অনুমোদিত ৩ কাঠার উপর ৫ তলা বাড়ি বিক্রয় হইবে। ঠিকানা: রামপুরা, ঢাকা। যোগাযোগ: ০১৯১৮৬৬৩৭০৩। [245,807,442,842]
ad-title: হারিয়েছে : [245,1302,289,1312]
tender-notice [452,1287,979,1994]
ad-title: হাফেজ আবশ্যক : [48,212,125,222]
tender-cell: 01 [471,1534,487,1563]
tender-column-header: Tender ID No. [487,1506,523,1534]
classified-ad [245,1127,442,1186]
classified-ad [245,523,442,569]
classified-ad [245,462,442,520]
sale-mid-section [245,434,442,1360]
chattar-headline: চট্টার পর [1312,323,1371,343]
classified-ad [245,1250,442,1296]
crime-headline: আশুগঞ্জে গৃহবধূকে [281,182,406,201]
condolence-notice [989,1287,1528,2356]
ad-ref: সি: ৫৫০৪/২২ [390,967,442,977]
ad-body: আফতাবনগরে ব্লক-এফ, রোড-৫, সেক্টর-১, প্লট-২১, উত্তরখান ১৫ কাঠা জমি বিক্রয়। যোগাযোগ: ০১৬৬৮৮৯৮৪৮০। [245,575,442,610]
sale-mid-list [245,458,442,1095]
ad-body: আমাদের বর্তমানে মগবাজারে দোকান ও স্টোর বিক্রয় হবে। লাইফ টেকার্স লিমিটেড। যোগাযোগ: ০১৬৫৫৫৪৪৫০০। [48,1231,235,1266]
bangla-date: ৭ আষাঢ় ১৪২৯ [49,143,208,161]
ad-title: প্লট বিক্রয় : [48,999,93,1009]
classified-ad [48,1045,235,1103]
tender-column-header: Last Selling Date and time [817,1506,865,1534]
classified-ad [245,988,442,1034]
ad-ref: সি: ৫৬০৮/২২ [183,1085,235,1095]
ad-ref: সি: ৫৬৩৫/২২ [183,590,235,601]
leader-portrait [886,1299,960,1349]
society-name-en: BANGLADESH PHARMACEUTICAL SOCIETY [1291,2280,1397,2322]
ad-body: জরুরি ভিত্তিতে কোম্পানির জেনারেল ম্যানেজার ও অভিজ্ঞ ড্রাইভার আবশ্যক। ঠিকানা: ২০/১, পশ্চিম রামপুরা, ঢাকা। [48,737,235,771]
tender-note: For more details please contact to the PE's Support Desk (01719465419). [470,1674,786,1686]
